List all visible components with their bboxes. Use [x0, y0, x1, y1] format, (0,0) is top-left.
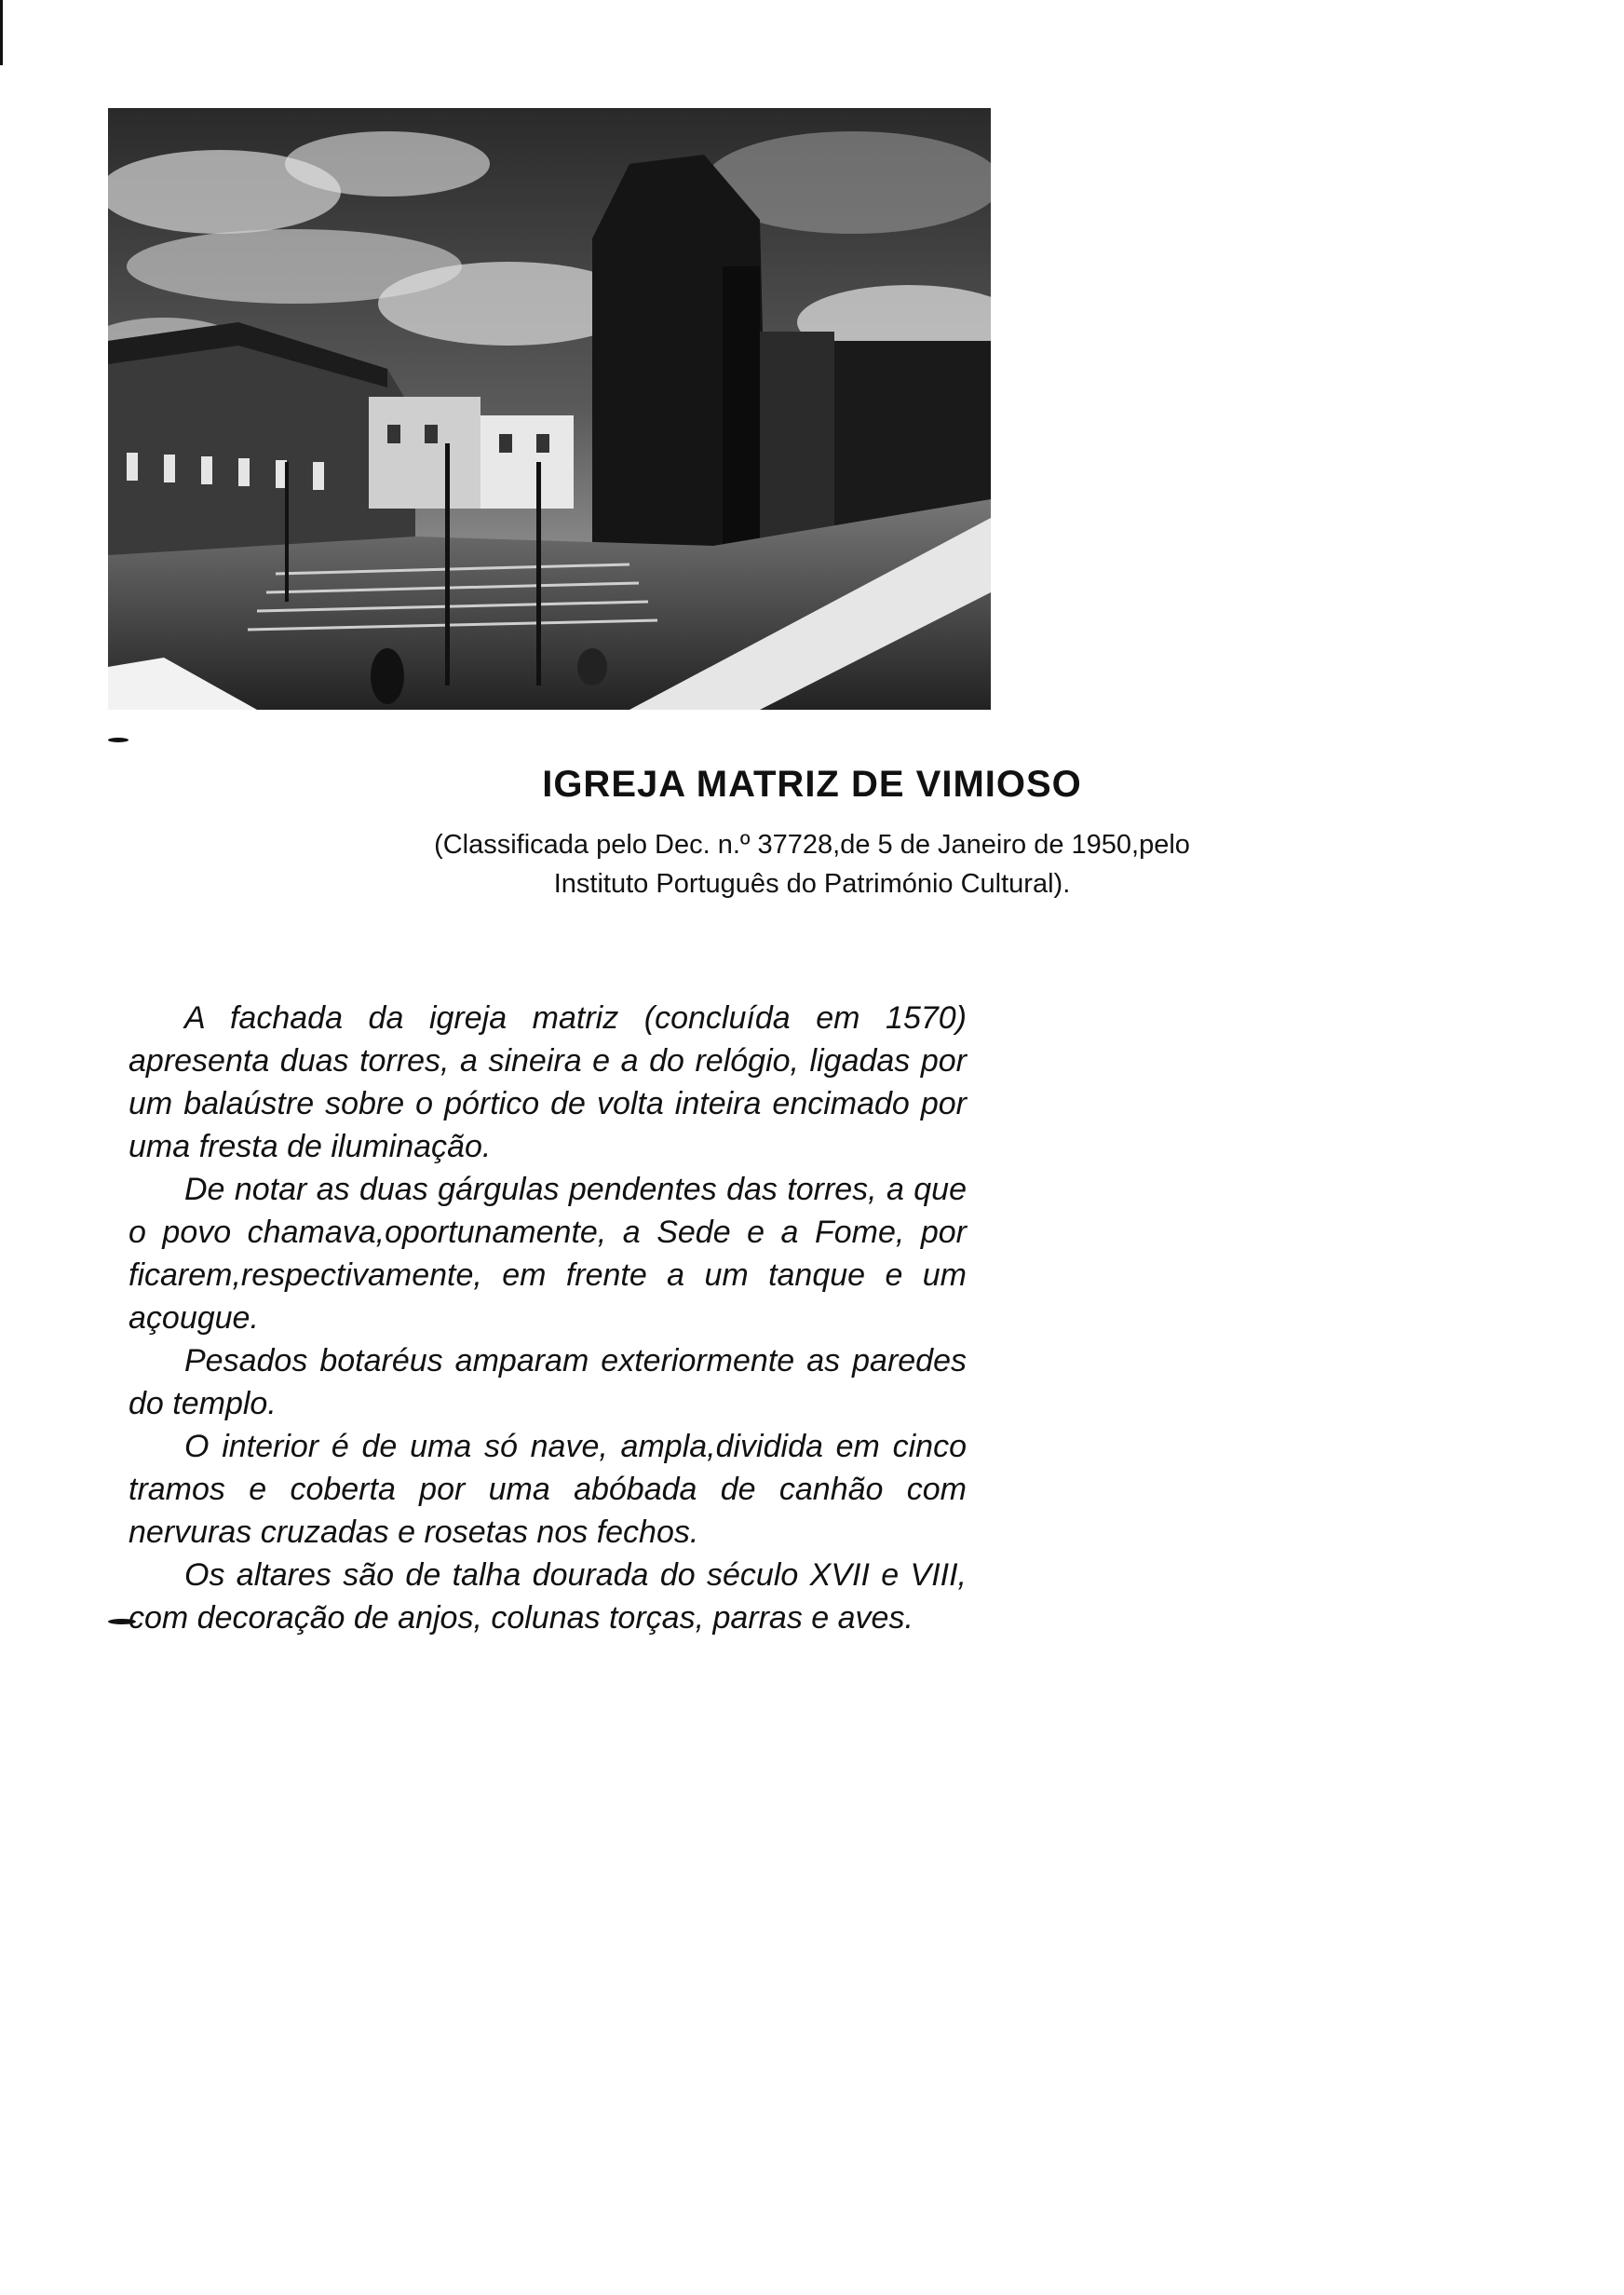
classification-line-2: Instituto Português do Património Cultural).: [553, 869, 1071, 899]
page-title: IGREJA MATRIZ DE VIMIOSO: [542, 764, 1082, 805]
scan-mark-top: [108, 738, 129, 742]
paragraph-altars: Os altares são de talha dourada do século XVII e VIII, com decoração de anjos, colunas torças, parras e aves.: [129, 1557, 967, 1636]
paragraph-facade: A fachada da igreja matriz (concluída em 1570) apresenta duas torres, a sineira e a do relógio, ligadas por um balaústre sobre o pórtico de volta inteira encimado por uma fresta de iluminação.: [129, 1000, 967, 1164]
description-text: [129, 997, 967, 1639]
classification-line-1: (Classificada pelo Dec. n.º 37728,de 5 de Janeiro de 1950,pelo: [434, 830, 1190, 860]
paragraph-buttresses: Pesados botaréus amparam exteriormente as paredes do templo.: [129, 1343, 967, 1421]
scan-edge-line: [0, 0, 3, 65]
church-photo: [108, 108, 991, 710]
paragraph-interior: O interior é de uma só nave, ampla,dividida em cinco tramos e coberta por uma abóbada de canhão com nervuras cruzadas e rosetas nos fechos.: [129, 1429, 967, 1550]
paragraph-gargoyles: De notar as duas gárgulas pendentes das torres, a que o povo chamava,oportunamente, a Sede e a Fome, por ficarem,respectivamente, em frente a um tanque e um açougue.: [129, 1172, 967, 1336]
classification-note: [0, 825, 1624, 903]
